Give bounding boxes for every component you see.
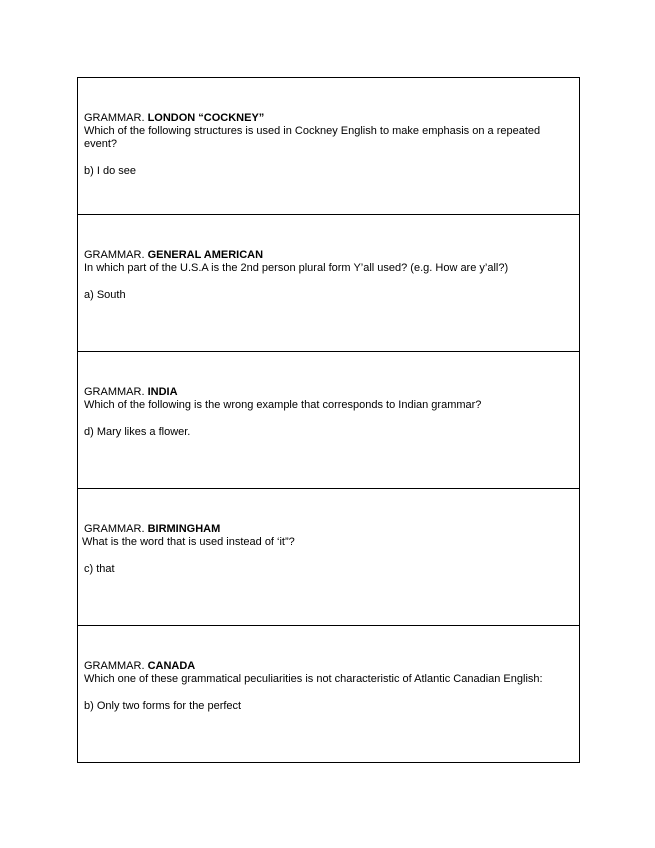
card-topic: INDIA (147, 386, 178, 398)
card-answer: a) South (84, 289, 126, 301)
card-category: GRAMMAR. (84, 660, 145, 672)
question-cards-table (77, 77, 580, 763)
card-question: Which of the following is the wrong example that corresponds to Indian grammar? (84, 399, 482, 411)
card-answer: b) I do see (84, 165, 136, 177)
card-topic: GENERAL AMERICAN (147, 249, 264, 261)
card-question: What is the word that is used instead of ‘it”? (82, 536, 295, 548)
card-category: GRAMMAR. (84, 386, 145, 398)
card-category: GRAMMAR. (84, 523, 145, 535)
card-question: Which of the following structures is used in Cockney English to make emphasis on a repeated event? (84, 125, 541, 150)
card-answer: c) that (84, 563, 115, 575)
question-card-cockney (78, 78, 579, 215)
card-answer: b) Only two forms for the perfect (84, 700, 242, 712)
card-topic: BIRMINGHAM (147, 523, 221, 535)
card-heading (84, 249, 573, 262)
card-topic: CANADA (147, 660, 196, 672)
card-heading (84, 660, 573, 673)
card-answer: d) Mary likes a flower. (84, 426, 191, 438)
card-heading (84, 523, 573, 536)
card-topic: LONDON “COCKNEY” (147, 112, 265, 124)
card-heading (84, 386, 573, 399)
card-question: Which one of these grammatical peculiarities is not characteristic of Atlantic Canadian English: (84, 673, 543, 685)
question-card-india (78, 352, 579, 489)
card-category: GRAMMAR. (84, 112, 145, 124)
card-category: GRAMMAR. (84, 249, 145, 261)
card-question: In which part of the U.S.A is the 2nd person plural form Y’all used? (e.g. How are y’all?) (84, 262, 509, 274)
card-heading (84, 112, 573, 125)
question-card-canada (78, 626, 579, 763)
question-card-general-american (78, 215, 579, 352)
question-card-birmingham (78, 489, 579, 626)
